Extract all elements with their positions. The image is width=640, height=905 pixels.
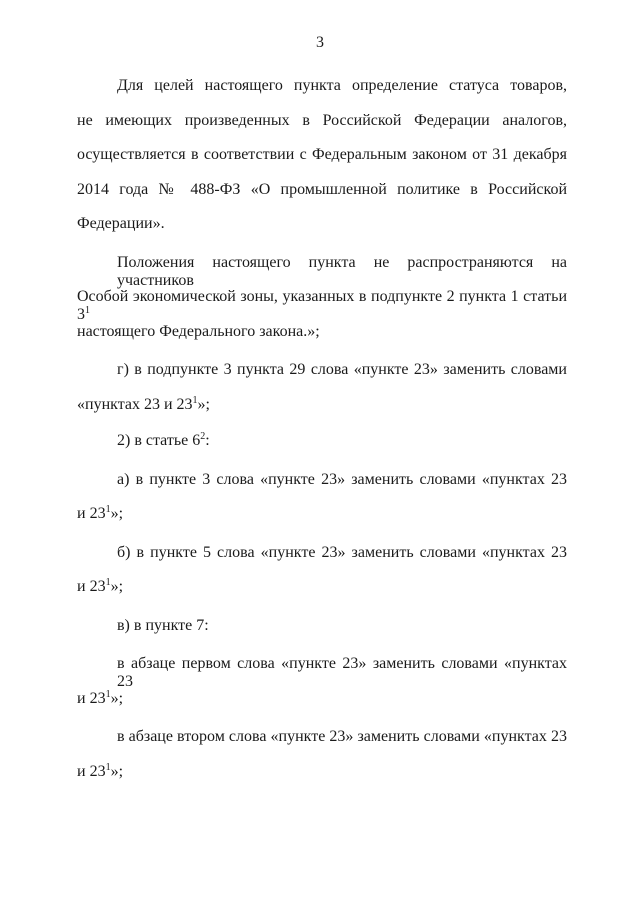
line-text: »;: [110, 578, 124, 595]
line-text: и 23: [77, 505, 106, 522]
line-text: «пунктах 23 и 23: [77, 395, 193, 413]
line-text: »;: [110, 689, 124, 707]
paragraph-line: 2014 года № 488-ФЗ «О промышленной политике в Российской: [77, 180, 567, 198]
paragraph-line: настоящего Федерального закона.»;: [77, 322, 320, 340]
paragraph-first-indent: [77, 655, 567, 724]
paragraph-line: [77, 578, 567, 613]
page-number: 3: [316, 34, 324, 51]
paragraph-status-definition: [77, 77, 567, 250]
paragraph-line: [77, 288, 567, 323]
paragraph-line: в абзаце втором слова «пункте 23» заменить словами «пунктах 23: [117, 728, 567, 745]
paragraph-article-6-2: [77, 432, 567, 467]
paragraph-line: [77, 690, 567, 725]
line-text: и 23: [77, 762, 106, 780]
line-text: »;: [110, 505, 124, 522]
superscript: 1: [105, 688, 111, 700]
paragraph-line: б) в пункте 5 слова «пункте 23» заменить словами «пунктах 23: [117, 543, 567, 561]
paragraph-item-g: [77, 361, 567, 430]
paragraph-line: Федерации».: [77, 215, 165, 232]
paragraph-item-v: [77, 617, 567, 652]
paragraph-item-a: [77, 471, 567, 540]
paragraph-line: [77, 432, 567, 467]
line-text: »;: [110, 762, 124, 780]
line-text: и 23: [77, 578, 106, 595]
superscript: 1: [105, 504, 111, 515]
line-text: :: [205, 432, 210, 449]
paragraph-line: а) в пункте 3 слова «пункте 23» заменить словами «пунктах 23: [117, 470, 567, 488]
line-text: и 23: [77, 689, 106, 707]
paragraph-line: в) в пункте 7:: [117, 616, 209, 634]
paragraph-line: в абзаце первом слова «пункте 23» заменить словами «пунктах 23: [117, 655, 567, 690]
line-text: Особой экономической зоны, указанных в подпункте 2 пункта 1 статьи 3: [77, 288, 567, 323]
superscript: 1: [105, 761, 111, 773]
superscript: 2: [200, 431, 206, 442]
line-text: »;: [197, 395, 210, 413]
superscript: 1: [85, 305, 90, 316]
paragraph-line: [77, 763, 567, 798]
paragraph-item-b: [77, 544, 567, 613]
paragraph-line: Положения настоящего пункта не распространяются на участников: [117, 253, 567, 289]
paragraph-line: [77, 396, 567, 431]
paragraph-second-indent: [77, 728, 567, 797]
document-body: [77, 77, 567, 797]
paragraph-line: [77, 505, 567, 540]
line-text: 2) в статье 6: [117, 432, 201, 449]
superscript: 1: [105, 577, 111, 588]
paragraph-line: Для целей настоящего пункта определение статуса товаров,: [117, 77, 567, 94]
paragraph-line: г) в подпункте 3 пункта 29 слова «пункте 23» заменить словами: [117, 361, 567, 378]
superscript: 1: [192, 394, 198, 406]
paragraph-line: не имеющих произведенных в Российской Федерации аналогов,: [77, 111, 567, 129]
paragraph-special-economic-zone: [77, 254, 567, 358]
paragraph-line: осуществляется в соответствии с Федеральным законом от 31 декабря: [77, 146, 567, 163]
